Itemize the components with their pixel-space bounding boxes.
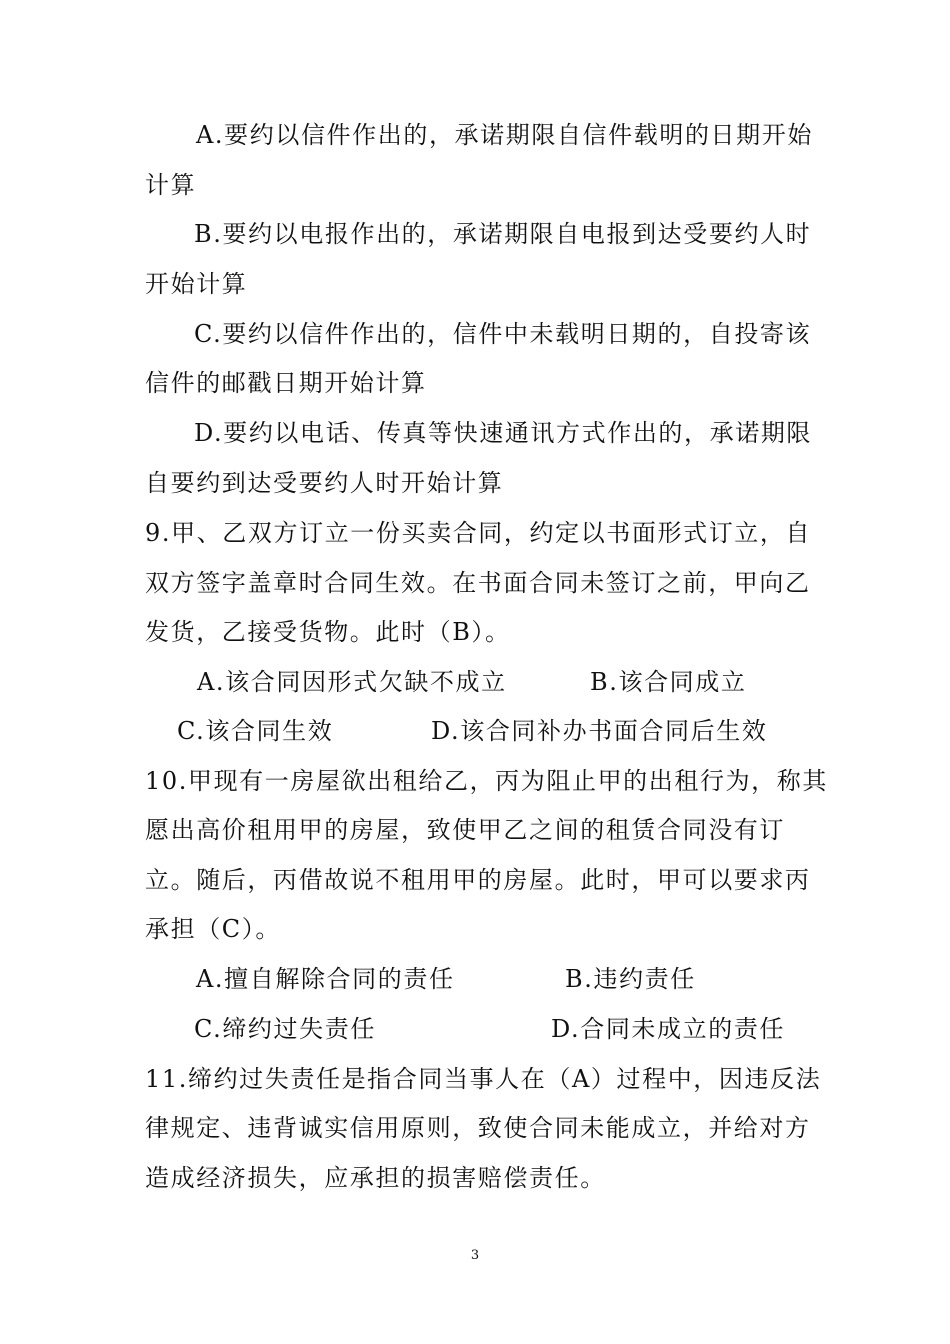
q9-option-a: A.该合同因形式欠缺不成立 — [197, 668, 507, 696]
q10-option-d: D.合同未成立的责任 — [551, 1015, 786, 1043]
q10-option-c: C.缔约过失责任 — [194, 1015, 376, 1043]
q8-option-b-cont: 开始计算 — [145, 270, 248, 298]
q8-option-c: C.要约以信件作出的，信件中未载明日期的，自投寄该 — [194, 320, 812, 348]
q10-option-a: A.擅自解除合同的责任 — [196, 965, 455, 993]
page-number: 3 — [470, 1248, 480, 1263]
q9-option-d: D.该合同补办书面合同后生效 — [431, 717, 768, 745]
q10-option-b: B.违约责任 — [565, 965, 696, 993]
q8-option-c-cont: 信件的邮戳日期开始计算 — [145, 369, 427, 397]
q8-option-d: D.要约以电话、传真等快速通讯方式作出的，承诺期限 — [194, 419, 813, 447]
q11-stem-line2: 律规定、违背诚实信用原则，致使合同未能成立，并给对方 — [145, 1114, 811, 1142]
q8-option-d-cont: 自要约到达受要约人时开始计算 — [145, 469, 504, 497]
q9-option-b: B.该合同成立 — [590, 668, 747, 696]
q10-stem-line4: 承担（C）。 — [145, 915, 281, 943]
q9-stem-line3: 发货，乙接受货物。此时（B）。 — [145, 618, 511, 646]
q8-option-a: A.要约以信件作出的，承诺期限自信件载明的日期开始 — [196, 121, 813, 149]
q11-stem-line1: 11.缔约过失责任是指合同当事人在（A）过程中，因违反法 — [145, 1065, 822, 1093]
q9-option-c: C.该合同生效 — [177, 717, 334, 745]
q8-option-a-cont: 计算 — [145, 171, 197, 199]
q9-stem-line2: 双方签字盖章时合同生效。在书面合同未签订之前，甲向乙 — [145, 569, 811, 597]
q10-stem-line2: 愿出高价租用甲的房屋，致使甲乙之间的租赁合同没有订 — [145, 816, 785, 844]
q9-stem-line1: 9.甲、乙双方订立一份买卖合同，约定以书面形式订立，自 — [145, 519, 812, 547]
q11-stem-line3: 造成经济损失，应承担的损害赔偿责任。 — [145, 1164, 606, 1192]
q10-stem-line3: 立。随后，丙借故说不租用甲的房屋。此时，甲可以要求丙 — [145, 866, 811, 894]
q10-stem-line1: 10.甲现有一房屋欲出租给乙，丙为阻止甲的出租行为，称其 — [145, 767, 828, 795]
q8-option-b: B.要约以电报作出的，承诺期限自电报到达受要约人时 — [194, 220, 812, 248]
